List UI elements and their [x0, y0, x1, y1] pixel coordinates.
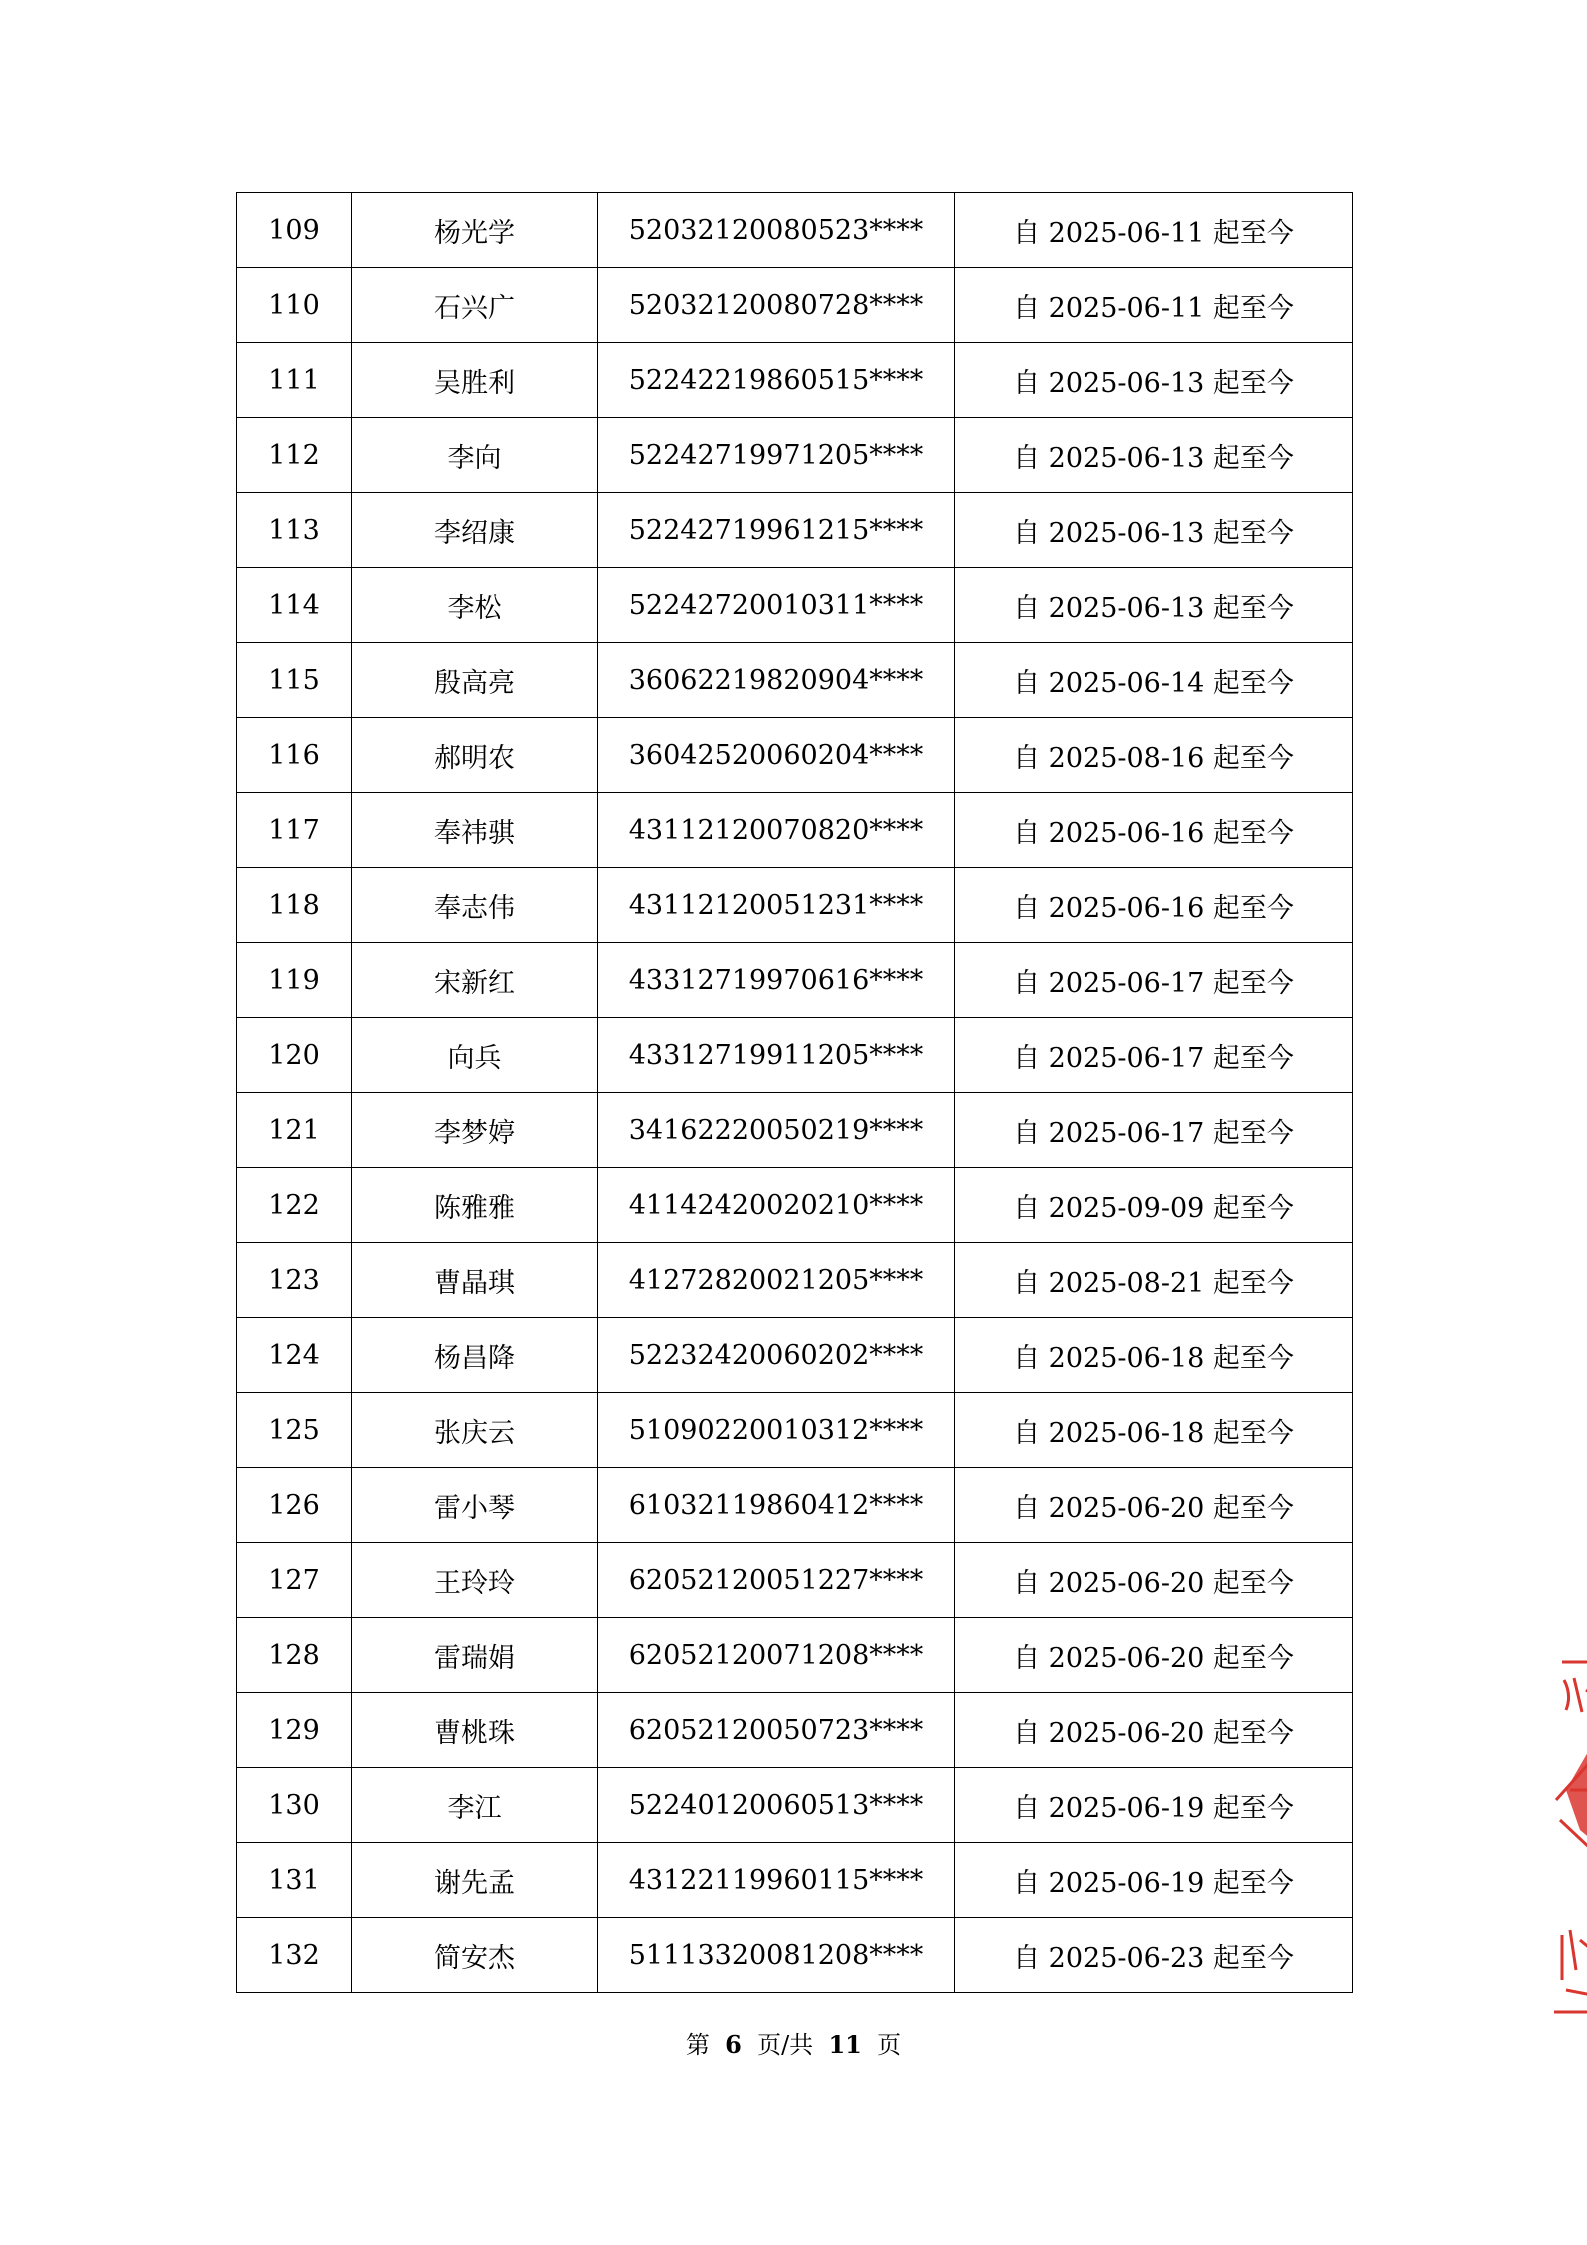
row-number-cell: 113 — [237, 493, 352, 568]
table-row — [237, 643, 1353, 718]
id-number-cell: 52032120080728**** — [598, 268, 955, 343]
personnel-table — [236, 192, 1353, 1993]
date-range-cell: 自 2025-06-16 起至今 — [955, 793, 1353, 868]
table-row — [237, 868, 1353, 943]
date-range-cell: 自 2025-09-09 起至今 — [955, 1168, 1353, 1243]
page-footer — [0, 2025, 1587, 2060]
name-cell: 李松 — [352, 568, 598, 643]
row-number-cell: 111 — [237, 343, 352, 418]
name-cell: 雷小琴 — [352, 1468, 598, 1543]
table-row — [237, 343, 1353, 418]
id-number-cell: 43112120051231**** — [598, 868, 955, 943]
table-row — [237, 1618, 1353, 1693]
row-number-cell: 116 — [237, 718, 352, 793]
id-number-cell: 51090220010312**** — [598, 1393, 955, 1468]
name-cell: 向兵 — [352, 1018, 598, 1093]
date-range-cell: 自 2025-06-11 起至今 — [955, 193, 1353, 268]
id-number-cell: 52232420060202**** — [598, 1318, 955, 1393]
row-number-cell: 119 — [237, 943, 352, 1018]
row-number-cell: 130 — [237, 1768, 352, 1843]
id-number-cell: 41142420020210**** — [598, 1168, 955, 1243]
row-number-cell: 110 — [237, 268, 352, 343]
name-cell: 郝明农 — [352, 718, 598, 793]
row-number-cell: 117 — [237, 793, 352, 868]
row-number-cell: 109 — [237, 193, 352, 268]
table-body — [237, 193, 1353, 1993]
date-range-cell: 自 2025-06-13 起至今 — [955, 343, 1353, 418]
id-number-cell: 36062219820904**** — [598, 643, 955, 718]
id-number-cell: 34162220050219**** — [598, 1093, 955, 1168]
date-range-cell: 自 2025-06-19 起至今 — [955, 1843, 1353, 1918]
name-cell: 张庆云 — [352, 1393, 598, 1468]
id-number-cell: 62052120050723**** — [598, 1693, 955, 1768]
table-row — [237, 1243, 1353, 1318]
table-row — [237, 1093, 1353, 1168]
date-range-cell: 自 2025-06-20 起至今 — [955, 1468, 1353, 1543]
name-cell: 宋新红 — [352, 943, 598, 1018]
row-number-cell: 114 — [237, 568, 352, 643]
table-row — [237, 568, 1353, 643]
date-range-cell: 自 2025-06-18 起至今 — [955, 1318, 1353, 1393]
name-cell: 奉志伟 — [352, 868, 598, 943]
date-range-cell: 自 2025-06-20 起至今 — [955, 1543, 1353, 1618]
row-number-cell: 132 — [237, 1918, 352, 1993]
date-range-cell: 自 2025-06-20 起至今 — [955, 1618, 1353, 1693]
id-number-cell: 62052120051227**** — [598, 1543, 955, 1618]
table-row — [237, 1393, 1353, 1468]
table-row — [237, 1693, 1353, 1768]
id-number-cell: 43312719970616**** — [598, 943, 955, 1018]
total-page-count: 11 — [828, 2030, 862, 2059]
footer-suffix: 页 — [877, 2031, 902, 2059]
table-row — [237, 1168, 1353, 1243]
row-number-cell: 128 — [237, 1618, 352, 1693]
date-range-cell: 自 2025-06-13 起至今 — [955, 568, 1353, 643]
name-cell: 石兴广 — [352, 268, 598, 343]
date-range-cell: 自 2025-08-21 起至今 — [955, 1243, 1353, 1318]
date-range-cell: 自 2025-06-17 起至今 — [955, 943, 1353, 1018]
name-cell: 杨光学 — [352, 193, 598, 268]
id-number-cell: 61032119860412**** — [598, 1468, 955, 1543]
row-number-cell: 115 — [237, 643, 352, 718]
table-row — [237, 1018, 1353, 1093]
name-cell: 王玲玲 — [352, 1543, 598, 1618]
id-number-cell: 52240120060513**** — [598, 1768, 955, 1843]
date-range-cell: 自 2025-06-20 起至今 — [955, 1693, 1353, 1768]
table-row — [237, 193, 1353, 268]
id-number-cell: 52242719961215**** — [598, 493, 955, 568]
footer-middle: 页/共 — [757, 2031, 814, 2059]
name-cell: 陈雅雅 — [352, 1168, 598, 1243]
row-number-cell: 129 — [237, 1693, 352, 1768]
table-row — [237, 793, 1353, 868]
table-row — [237, 1768, 1353, 1843]
id-number-cell: 62052120071208**** — [598, 1618, 955, 1693]
red-seal-stamp — [1552, 1650, 1587, 2030]
name-cell: 李向 — [352, 418, 598, 493]
date-range-cell: 自 2025-06-16 起至今 — [955, 868, 1353, 943]
name-cell: 简安杰 — [352, 1918, 598, 1993]
name-cell: 李绍康 — [352, 493, 598, 568]
date-range-cell: 自 2025-08-16 起至今 — [955, 718, 1353, 793]
table-row — [237, 1843, 1353, 1918]
table-row — [237, 943, 1353, 1018]
date-range-cell: 自 2025-06-11 起至今 — [955, 268, 1353, 343]
name-cell: 杨昌降 — [352, 1318, 598, 1393]
date-range-cell: 自 2025-06-18 起至今 — [955, 1393, 1353, 1468]
row-number-cell: 112 — [237, 418, 352, 493]
table-row — [237, 1468, 1353, 1543]
table-row — [237, 1918, 1353, 1993]
date-range-cell: 自 2025-06-13 起至今 — [955, 418, 1353, 493]
row-number-cell: 126 — [237, 1468, 352, 1543]
id-number-cell: 36042520060204**** — [598, 718, 955, 793]
id-number-cell: 41272820021205**** — [598, 1243, 955, 1318]
table-row — [237, 1543, 1353, 1618]
date-range-cell: 自 2025-06-23 起至今 — [955, 1918, 1353, 1993]
name-cell: 李梦婷 — [352, 1093, 598, 1168]
date-range-cell: 自 2025-06-19 起至今 — [955, 1768, 1353, 1843]
id-number-cell: 43312719911205**** — [598, 1018, 955, 1093]
row-number-cell: 131 — [237, 1843, 352, 1918]
date-range-cell: 自 2025-06-13 起至今 — [955, 493, 1353, 568]
row-number-cell: 127 — [237, 1543, 352, 1618]
row-number-cell: 120 — [237, 1018, 352, 1093]
date-range-cell: 自 2025-06-17 起至今 — [955, 1093, 1353, 1168]
id-number-cell: 52242219860515**** — [598, 343, 955, 418]
id-number-cell: 43112120070820**** — [598, 793, 955, 868]
name-cell: 李江 — [352, 1768, 598, 1843]
table-row — [237, 418, 1353, 493]
name-cell: 雷瑞娟 — [352, 1618, 598, 1693]
table-row — [237, 493, 1353, 568]
id-number-cell: 52242720010311**** — [598, 568, 955, 643]
row-number-cell: 122 — [237, 1168, 352, 1243]
row-number-cell: 125 — [237, 1393, 352, 1468]
name-cell: 奉祎骐 — [352, 793, 598, 868]
name-cell: 曹桃珠 — [352, 1693, 598, 1768]
name-cell: 谢先孟 — [352, 1843, 598, 1918]
date-range-cell: 自 2025-06-14 起至今 — [955, 643, 1353, 718]
table-row — [237, 1318, 1353, 1393]
date-range-cell: 自 2025-06-17 起至今 — [955, 1018, 1353, 1093]
current-page-number: 6 — [725, 2030, 742, 2059]
table-row — [237, 718, 1353, 793]
id-number-cell: 51113320081208**** — [598, 1918, 955, 1993]
row-number-cell: 121 — [237, 1093, 352, 1168]
row-number-cell: 118 — [237, 868, 352, 943]
row-number-cell: 124 — [237, 1318, 352, 1393]
row-number-cell: 123 — [237, 1243, 352, 1318]
name-cell: 吴胜利 — [352, 343, 598, 418]
name-cell: 殷高亮 — [352, 643, 598, 718]
id-number-cell: 43122119960115**** — [598, 1843, 955, 1918]
id-number-cell: 52032120080523**** — [598, 193, 955, 268]
name-cell: 曹晶琪 — [352, 1243, 598, 1318]
id-number-cell: 52242719971205**** — [598, 418, 955, 493]
table-row — [237, 268, 1353, 343]
footer-prefix: 第 — [685, 2031, 710, 2059]
